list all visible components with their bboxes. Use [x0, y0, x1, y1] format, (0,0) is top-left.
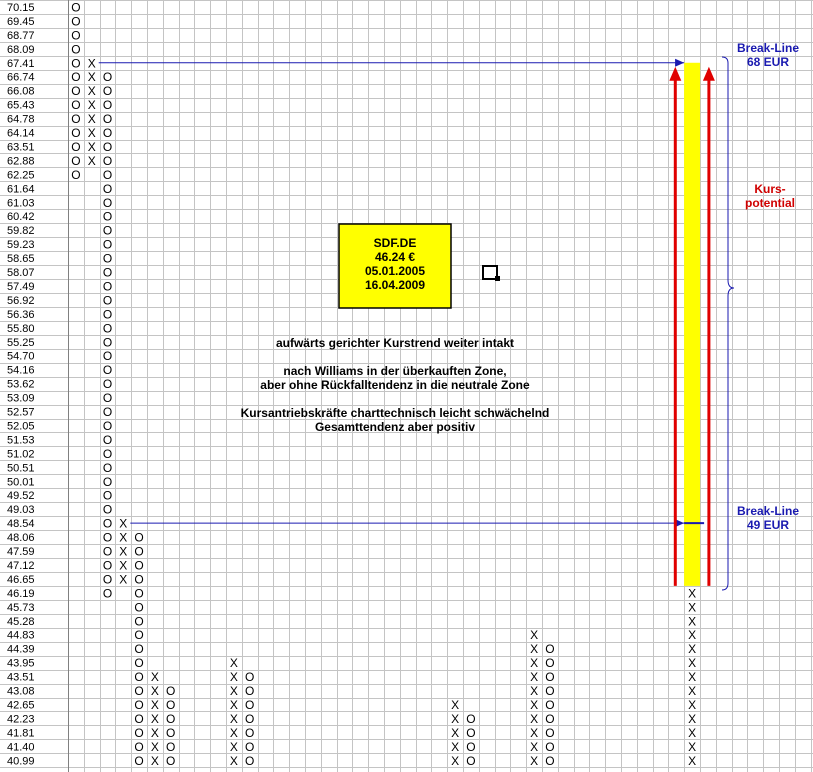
- break-line-lower-label: Break-Line: [736, 504, 800, 518]
- x-mark: X: [150, 711, 159, 726]
- o-mark: O: [102, 251, 113, 266]
- end-date-label: 16.04.2009: [364, 278, 426, 292]
- x-mark: X: [688, 586, 697, 601]
- x-mark: X: [530, 656, 539, 671]
- o-mark: O: [466, 739, 476, 754]
- o-mark: O: [102, 377, 113, 392]
- o-mark: O: [71, 98, 81, 113]
- potential-label-line2: potential: [745, 196, 795, 210]
- o-mark: O: [102, 70, 113, 85]
- x-mark: X: [150, 753, 159, 768]
- x-mark: X: [150, 725, 159, 740]
- price-level-label: 68.09: [7, 43, 35, 56]
- x-mark: X: [87, 56, 96, 71]
- o-mark: O: [466, 725, 476, 740]
- o-mark: O: [102, 195, 113, 210]
- x-mark: X: [229, 739, 238, 754]
- x-mark: X: [451, 711, 460, 726]
- price-label: 46.24 €: [374, 250, 416, 264]
- x-mark: X: [150, 684, 159, 699]
- price-level-label: 49.52: [7, 490, 35, 503]
- x-mark: X: [229, 725, 238, 740]
- o-mark: O: [102, 98, 113, 113]
- o-mark: O: [102, 432, 113, 447]
- o-mark: O: [134, 572, 144, 587]
- price-level-label: 42.23: [7, 713, 35, 726]
- x-mark: X: [530, 753, 539, 768]
- o-mark: O: [102, 558, 113, 573]
- o-mark: O: [71, 167, 81, 182]
- o-mark: O: [71, 0, 81, 15]
- price-level-label: 47.59: [7, 546, 35, 559]
- o-mark: O: [245, 684, 255, 699]
- o-mark: O: [545, 697, 555, 712]
- price-level-label: 46.19: [7, 587, 35, 600]
- price-level-label: 48.54: [7, 518, 35, 531]
- o-mark: O: [134, 642, 144, 657]
- o-mark: O: [134, 725, 144, 740]
- price-level-label: 58.07: [7, 267, 35, 280]
- o-mark: O: [134, 628, 144, 643]
- x-mark: X: [688, 697, 697, 712]
- x-mark: X: [688, 656, 697, 671]
- x-mark: X: [530, 670, 539, 685]
- o-mark: O: [102, 223, 113, 238]
- o-mark: O: [166, 711, 176, 726]
- o-mark: O: [102, 293, 113, 308]
- x-mark: X: [688, 711, 697, 726]
- o-mark: O: [102, 349, 113, 364]
- x-mark: X: [451, 739, 460, 754]
- x-mark: X: [451, 697, 460, 712]
- price-level-label: 41.81: [7, 727, 35, 740]
- o-mark: O: [102, 363, 113, 378]
- price-level-label: 59.82: [7, 225, 35, 238]
- x-mark: X: [451, 753, 460, 768]
- price-level-label: 55.80: [7, 322, 35, 335]
- price-level-label: 51.53: [7, 434, 35, 447]
- o-mark: O: [102, 530, 113, 545]
- x-mark: X: [150, 739, 159, 754]
- o-mark: O: [166, 725, 176, 740]
- x-mark: X: [229, 670, 238, 685]
- price-level-label: 62.25: [7, 169, 35, 182]
- x-mark: X: [530, 725, 539, 740]
- x-mark: X: [229, 656, 238, 671]
- price-level-label: 43.08: [7, 685, 35, 698]
- o-mark: O: [134, 670, 144, 685]
- x-mark: X: [530, 642, 539, 657]
- x-mark: X: [87, 139, 96, 154]
- o-mark: O: [71, 42, 81, 57]
- x-mark: X: [229, 684, 238, 699]
- o-mark: O: [102, 335, 113, 350]
- o-mark: O: [134, 614, 144, 629]
- x-mark: X: [119, 572, 128, 587]
- price-level-label: 54.16: [7, 364, 35, 377]
- x-mark: X: [688, 642, 697, 657]
- o-mark: O: [71, 112, 81, 127]
- o-mark: O: [134, 656, 144, 671]
- x-mark: X: [87, 98, 96, 113]
- annotation-text: Kursantriebskräfte charttechnisch leicht schwächelnd: [240, 406, 550, 420]
- o-mark: O: [102, 126, 113, 141]
- o-mark: O: [102, 307, 113, 322]
- x-mark: X: [530, 739, 539, 754]
- x-mark: X: [530, 697, 539, 712]
- o-mark: O: [545, 739, 555, 754]
- price-level-label: 63.51: [7, 141, 35, 154]
- price-level-label: 51.02: [7, 448, 35, 461]
- price-level-label: 66.08: [7, 85, 35, 98]
- o-mark: O: [71, 126, 81, 141]
- price-level-label: 43.95: [7, 657, 35, 670]
- x-mark: X: [451, 725, 460, 740]
- o-mark: O: [102, 237, 113, 252]
- x-mark: X: [119, 544, 128, 559]
- price-level-label: 57.49: [7, 280, 35, 293]
- annotation-text: aufwärts gerichter Kurstrend weiter intakt: [275, 336, 515, 350]
- break-line-lower-value: 49 EUR: [746, 518, 790, 532]
- price-level-label: 65.43: [7, 99, 35, 112]
- price-level-label: 55.25: [7, 336, 35, 349]
- x-mark: X: [688, 739, 697, 754]
- break-line-upper-value: 68 EUR: [746, 55, 790, 69]
- o-mark: O: [166, 739, 176, 754]
- o-mark: O: [245, 739, 255, 754]
- o-mark: O: [134, 544, 144, 559]
- o-mark: O: [102, 544, 113, 559]
- o-mark: O: [545, 670, 555, 685]
- price-level-label: 58.65: [7, 253, 35, 266]
- o-mark: O: [71, 84, 81, 99]
- o-mark: O: [466, 711, 476, 726]
- o-mark: O: [102, 516, 113, 531]
- annotation-text: Gesamttendenz aber positiv: [314, 420, 476, 434]
- break-line-upper-label: Break-Line: [736, 41, 800, 55]
- o-mark: O: [166, 684, 176, 699]
- o-mark: O: [102, 488, 113, 503]
- o-mark: O: [545, 684, 555, 699]
- x-mark: X: [688, 628, 697, 643]
- x-mark: X: [688, 725, 697, 740]
- x-mark: X: [119, 516, 128, 531]
- price-level-label: 46.65: [7, 573, 35, 586]
- price-level-label: 56.36: [7, 308, 35, 321]
- checkbox-icon[interactable]: [483, 266, 500, 281]
- price-level-label: 69.45: [7, 15, 35, 28]
- x-mark: X: [229, 697, 238, 712]
- price-level-label: 64.78: [7, 113, 35, 126]
- price-level-label: 61.03: [7, 197, 35, 210]
- price-level-label: 52.05: [7, 420, 35, 433]
- x-mark: X: [87, 126, 96, 141]
- price-level-label: 45.73: [7, 601, 35, 614]
- price-level-label: 68.77: [7, 29, 35, 42]
- o-mark: O: [245, 753, 255, 768]
- o-mark: O: [71, 28, 81, 43]
- x-mark: X: [87, 112, 96, 127]
- o-mark: O: [245, 725, 255, 740]
- o-mark: O: [102, 84, 113, 99]
- o-mark: O: [134, 697, 144, 712]
- price-level-label: 50.01: [7, 476, 35, 489]
- potential-band: [684, 63, 700, 586]
- o-mark: O: [102, 139, 113, 154]
- o-mark: O: [545, 725, 555, 740]
- x-mark: X: [87, 70, 96, 85]
- o-mark: O: [545, 711, 555, 726]
- x-mark: X: [688, 600, 697, 615]
- price-level-label: 40.99: [7, 755, 35, 768]
- o-mark: O: [102, 405, 113, 420]
- price-level-label: 61.64: [7, 183, 35, 196]
- o-mark: O: [102, 112, 113, 127]
- o-mark: O: [102, 446, 113, 461]
- potential-label-line1: Kurs-: [754, 182, 786, 196]
- price-level-label: 47.12: [7, 559, 35, 572]
- o-mark: O: [245, 670, 255, 685]
- price-level-label: 67.41: [7, 57, 35, 70]
- price-level-label: 49.03: [7, 504, 35, 517]
- o-mark: O: [134, 684, 144, 699]
- x-mark: X: [688, 614, 697, 629]
- price-level-label: 66.74: [7, 71, 35, 84]
- price-level-label: 52.57: [7, 406, 35, 419]
- o-mark: O: [545, 753, 555, 768]
- o-mark: O: [166, 697, 176, 712]
- potential-band-fill: [684, 63, 700, 586]
- x-mark: X: [530, 628, 539, 643]
- price-level-label: 56.92: [7, 294, 35, 307]
- o-mark: O: [71, 14, 81, 29]
- o-mark: O: [102, 265, 113, 280]
- x-mark: X: [688, 684, 697, 699]
- price-level-label: 53.09: [7, 392, 35, 405]
- o-mark: O: [245, 697, 255, 712]
- ticker-label: SDF.DE: [373, 236, 417, 250]
- price-level-label: 64.14: [7, 127, 35, 140]
- price-level-label: 41.40: [7, 741, 35, 754]
- o-mark: O: [102, 460, 113, 475]
- o-mark: O: [71, 70, 81, 85]
- info-box: [339, 224, 451, 308]
- x-mark: X: [530, 711, 539, 726]
- x-mark: X: [119, 530, 128, 545]
- o-mark: O: [102, 153, 113, 168]
- x-mark: X: [229, 753, 238, 768]
- o-mark: O: [466, 753, 476, 768]
- price-level-label: 44.83: [7, 629, 35, 642]
- o-mark: O: [134, 586, 144, 601]
- o-mark: O: [71, 139, 81, 154]
- x-mark: X: [688, 670, 697, 685]
- price-level-label: 53.62: [7, 378, 35, 391]
- price-level-label: 54.70: [7, 350, 35, 363]
- o-mark: O: [134, 739, 144, 754]
- x-mark: X: [119, 558, 128, 573]
- o-mark: O: [102, 321, 113, 336]
- o-mark: O: [102, 418, 113, 433]
- o-mark: O: [134, 600, 144, 615]
- price-level-label: 44.39: [7, 643, 35, 656]
- price-level-label: 70.15: [7, 1, 35, 14]
- o-mark: O: [102, 474, 113, 489]
- o-mark: O: [134, 711, 144, 726]
- price-level-label: 62.88: [7, 155, 35, 168]
- o-mark: O: [166, 753, 176, 768]
- x-mark: X: [150, 697, 159, 712]
- o-mark: O: [102, 167, 113, 182]
- x-mark: X: [530, 684, 539, 699]
- o-mark: O: [102, 391, 113, 406]
- o-mark: O: [545, 656, 555, 671]
- o-mark: O: [102, 502, 113, 517]
- x-mark: X: [688, 753, 697, 768]
- price-level-label: 60.42: [7, 211, 35, 224]
- o-mark: O: [102, 279, 113, 294]
- o-mark: O: [102, 181, 113, 196]
- annotation-text: aber ohne Rückfalltendenz in die neutrale Zone: [260, 378, 530, 392]
- x-mark: X: [87, 153, 96, 168]
- x-mark: X: [229, 711, 238, 726]
- o-mark: O: [134, 753, 144, 768]
- o-mark: O: [134, 558, 144, 573]
- x-mark: X: [150, 670, 159, 685]
- price-level-label: 45.28: [7, 615, 35, 628]
- o-mark: O: [102, 586, 113, 601]
- price-level-label: 42.65: [7, 699, 35, 712]
- annotation-text: nach Williams in der überkauften Zone,: [283, 364, 507, 378]
- o-mark: O: [245, 711, 255, 726]
- o-mark: O: [71, 56, 81, 71]
- o-mark: O: [102, 572, 113, 587]
- price-axis-labels: [7, 2, 35, 767]
- o-mark: O: [134, 530, 144, 545]
- x-mark: X: [87, 84, 96, 99]
- o-mark: O: [102, 209, 113, 224]
- price-level-label: 59.23: [7, 239, 35, 252]
- o-mark: O: [71, 153, 81, 168]
- o-mark: O: [545, 642, 555, 657]
- price-level-label: 48.06: [7, 532, 35, 545]
- price-level-label: 50.51: [7, 462, 35, 475]
- price-level-label: 43.51: [7, 671, 35, 684]
- start-date-label: 05.01.2005: [364, 264, 426, 278]
